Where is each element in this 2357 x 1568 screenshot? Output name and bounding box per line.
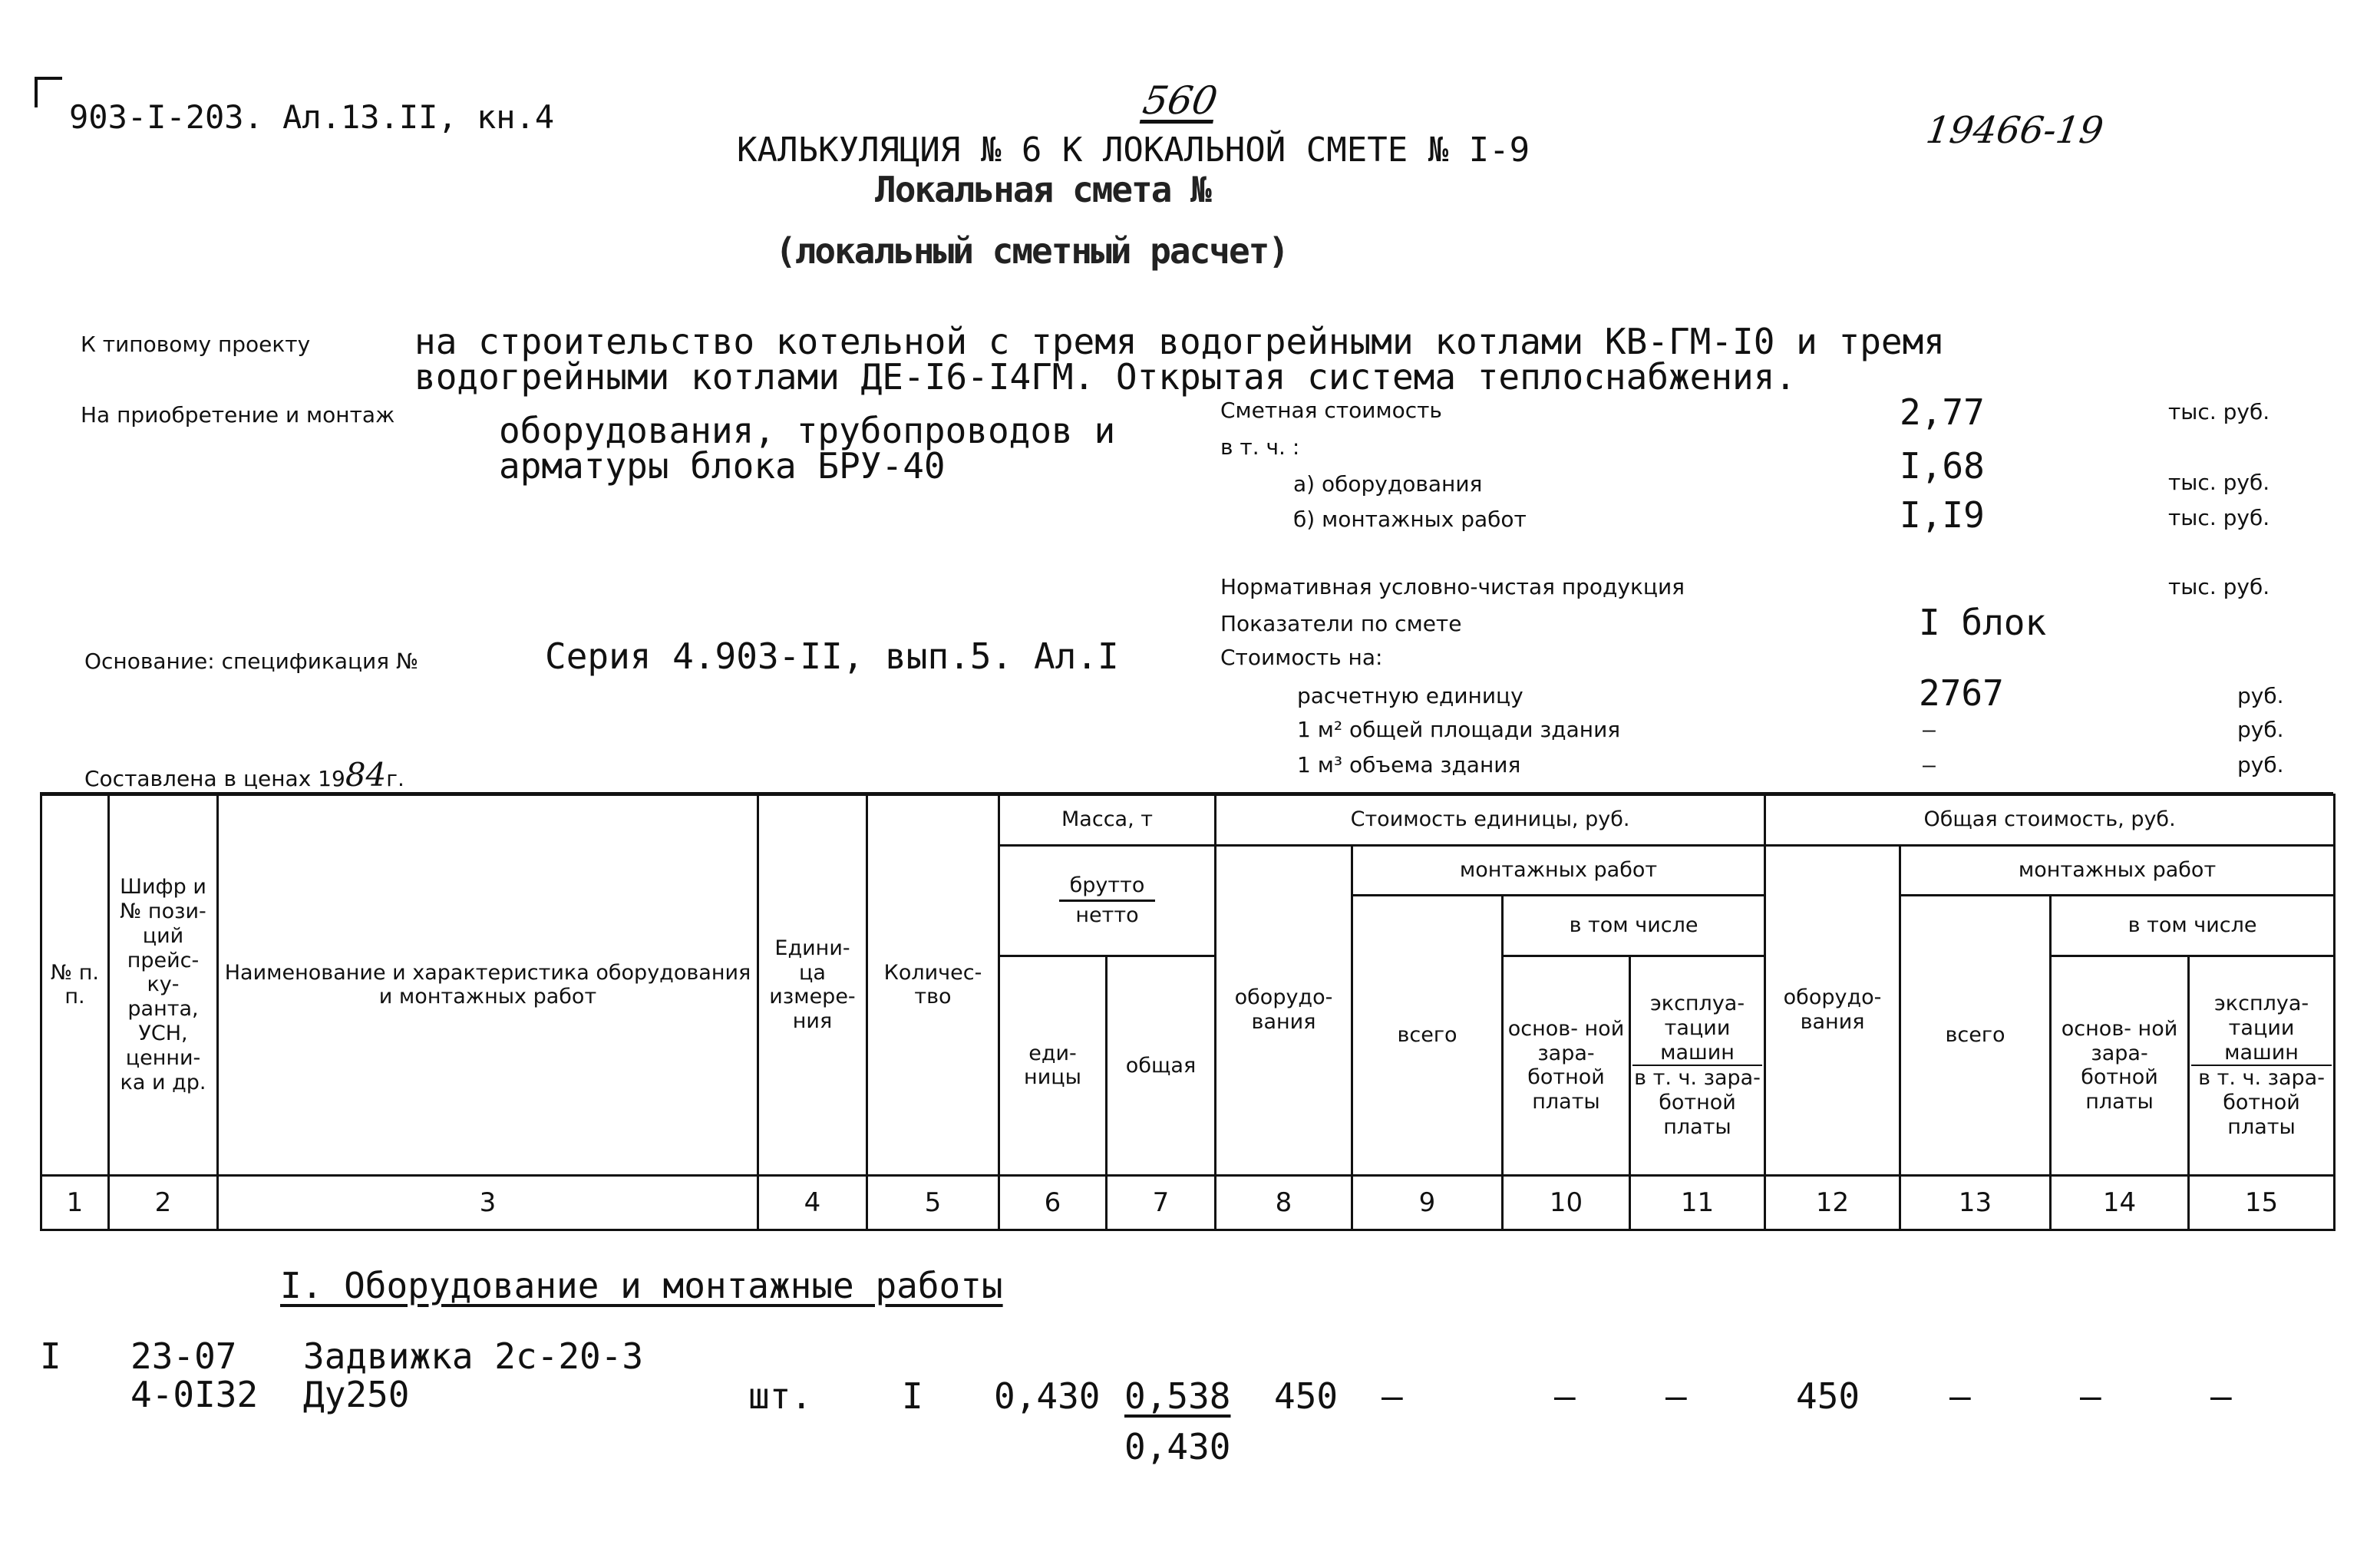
indicators-value: I блок (1919, 602, 2047, 643)
acquisition-text-1: оборудования, трубопроводов и (499, 410, 1116, 451)
header-unit-including: в том числе (1503, 896, 1765, 956)
header-unit-equipment: оборудо- вания (1216, 845, 1352, 1175)
typical-project-text-1: на строительство котельной с тремя водогрейными котлами КВ-ГМ-I0 и тремя (414, 321, 1945, 362)
col-number: 10 (1503, 1175, 1630, 1230)
header-mass-unit: еди- ницы (999, 956, 1107, 1176)
col-number: 12 (1765, 1175, 1900, 1230)
per-m3-label: 1 м³ объема здания (1297, 752, 1521, 777)
col-number: 7 (1107, 1175, 1216, 1230)
row-code-1: 23-07 (130, 1335, 237, 1377)
equipment-value: I,68 (1900, 445, 1985, 487)
row-total-equipment: 450 (1796, 1375, 1860, 1417)
header-name: Наименование и характеристика оборудования и монтажных работ (218, 795, 758, 1176)
header-total-install-total: всего (1900, 896, 2051, 1175)
estimated-cost-unit: тыс. руб. (2168, 399, 2270, 424)
equipment-label: а) оборудования (1293, 471, 1483, 497)
col-number: 14 (2051, 1175, 2189, 1230)
col-number: 13 (1900, 1175, 2051, 1230)
equipment-unit: тыс. руб. (2168, 470, 2270, 495)
per-unit-value: 2767 (1919, 672, 2004, 714)
estimated-cost-value: 2,77 (1900, 391, 1985, 433)
header-total-equipment: оборудо- вания (1765, 845, 1900, 1175)
installation-value: I,I9 (1900, 494, 1985, 536)
header-unit: Едини- ца измере- ния (758, 795, 867, 1176)
header-mass-brutto-netto (999, 845, 1216, 956)
col-number: 4 (758, 1175, 867, 1230)
including-label: в т. ч. : (1220, 434, 1300, 460)
normative-unit: тыс. руб. (2168, 574, 2270, 599)
typical-project-label: К типовому проекту (81, 332, 311, 357)
per-m3-value: – (1923, 752, 1936, 777)
col-number: 8 (1216, 1175, 1352, 1230)
row-unit-install-total: – (1382, 1375, 1403, 1417)
cost-per-label: Стоимость на: (1220, 645, 1383, 670)
col-number: 15 (2189, 1175, 2335, 1230)
header-unit-install-total: всего (1352, 896, 1503, 1175)
prices-year-suffix: г. (386, 766, 404, 791)
prices-label (84, 756, 404, 794)
estimated-cost-label: Сметная стоимость (1220, 398, 1442, 423)
header-total-including: в том числе (2051, 896, 2335, 956)
struck-estimate-title: Локальная смета № (875, 169, 1210, 210)
row-unit: шт. (748, 1375, 813, 1417)
header-total-base-wage: основ- ной зара- ботной платы (2051, 956, 2189, 1176)
per-m2-unit: руб. (2237, 717, 2284, 742)
section-title-text: I. Оборудование и монтажные работы (280, 1265, 1003, 1306)
row-name-2: Ду250 (303, 1374, 410, 1415)
basis-label: Основание: спецификация № (84, 649, 419, 674)
estimate-table-header (40, 794, 2336, 1231)
per-unit-unit: руб. (2237, 683, 2284, 708)
row-unit-equipment: 450 (1274, 1375, 1339, 1417)
col-number: 2 (109, 1175, 218, 1230)
row-name-1: Задвижка 2с-20-3 (303, 1335, 644, 1377)
col-number: 1 (41, 1175, 109, 1230)
row-mass-total-netto: 0,430 (1124, 1426, 1231, 1467)
installation-label: б) монтажных работ (1293, 507, 1527, 532)
header-total-cost: Общая стоимость, руб. (1765, 795, 2335, 846)
header-quantity: Количес- тво (867, 795, 999, 1176)
per-m3-unit: руб. (2237, 752, 2284, 777)
column-numbers-row (41, 1175, 2335, 1230)
header-mass-total: общая (1107, 956, 1216, 1176)
normative-label: Нормативная условно-чистая продукция (1220, 574, 1685, 599)
prices-label-prefix: Составлена в ценах (84, 766, 312, 791)
document-number: 19466-19 (1923, 109, 2106, 152)
header-unit-machine-top: эксплуа- тации машин (1632, 992, 1762, 1067)
per-unit-label: расчетную единицу (1297, 683, 1523, 708)
document-code: 903-I-203. Ал.13.II, кн.4 (69, 98, 555, 136)
calculation-title: КАЛЬКУЛЯЦИЯ № 6 К ЛОКАЛЬНОЙ СМЕТЕ № I-9 (737, 130, 1530, 170)
header-total-machine (2189, 956, 2335, 1176)
header-total-machine-top: эксплуа- тации машин (2191, 992, 2332, 1067)
row-total-base-wage: – (2080, 1375, 2101, 1417)
row-mass-total-brutto: 0,538 (1124, 1375, 1231, 1417)
corner-mark (35, 77, 62, 107)
row-quantity: I (902, 1375, 923, 1417)
row-number: I (40, 1335, 61, 1377)
header-unit-machine (1630, 956, 1765, 1176)
installation-unit: тыс. руб. (2168, 505, 2270, 530)
header-code: Шифр и № пози- ций прейс- ку- ранта, УСН, ценни- ка и др. (109, 795, 218, 1176)
col-number: 3 (218, 1175, 758, 1230)
header-total-machine-bottom: в т. ч. зара- ботной платы (2198, 1066, 2325, 1140)
col-number: 11 (1630, 1175, 1765, 1230)
acquisition-text-2: арматуры блока БРУ-40 (499, 445, 946, 487)
row-mass-unit: 0,430 (994, 1375, 1101, 1417)
indicators-label: Показатели по смете (1220, 611, 1462, 636)
col-number: 5 (867, 1175, 999, 1230)
struck-estimate-subtitle: (локальный сметный расчет) (775, 230, 1289, 272)
header-unit-base-wage: основ- ной зара- ботной платы (1503, 956, 1630, 1176)
prices-year: 84 (345, 756, 387, 794)
col-number: 9 (1352, 1175, 1503, 1230)
basis-text: Серия 4.903-II, вып.5. Ал.I (545, 635, 1119, 677)
header-mass: Масса, т (999, 795, 1216, 846)
acquisition-label: На приобретение и монтаж (81, 402, 395, 427)
header-row-number: № п. п. (41, 795, 109, 1176)
header-netto: нетто (1075, 903, 1139, 927)
page-number: 560 (1139, 78, 1221, 123)
row-unit-base-wage: – (1554, 1375, 1576, 1417)
header-total-installation: монтажных работ (1900, 845, 2335, 896)
row-total-machine: – (2210, 1375, 2232, 1417)
row-total-install-total: – (1949, 1375, 1971, 1417)
header-brutto: брутто (1059, 873, 1156, 902)
row-unit-machine: – (1665, 1375, 1687, 1417)
col-number: 6 (999, 1175, 1107, 1230)
typical-project-text-2: водогрейными котлами ДЕ-I6-I4ГМ. Открытая система теплоснабжения. (414, 356, 1797, 398)
per-m2-label: 1 м² общей площади здания (1297, 717, 1621, 742)
header-unit-installation: монтажных работ (1352, 845, 1765, 896)
section-title (280, 1265, 1003, 1306)
row-code-2: 4-0I32 (130, 1374, 259, 1415)
per-m2-value: – (1923, 717, 1936, 742)
header-unit-cost: Стоимость единицы, руб. (1216, 795, 1765, 846)
prices-year-prefix: 19 (318, 766, 345, 791)
header-unit-machine-bottom: в т. ч. зара- ботной платы (1634, 1066, 1761, 1140)
